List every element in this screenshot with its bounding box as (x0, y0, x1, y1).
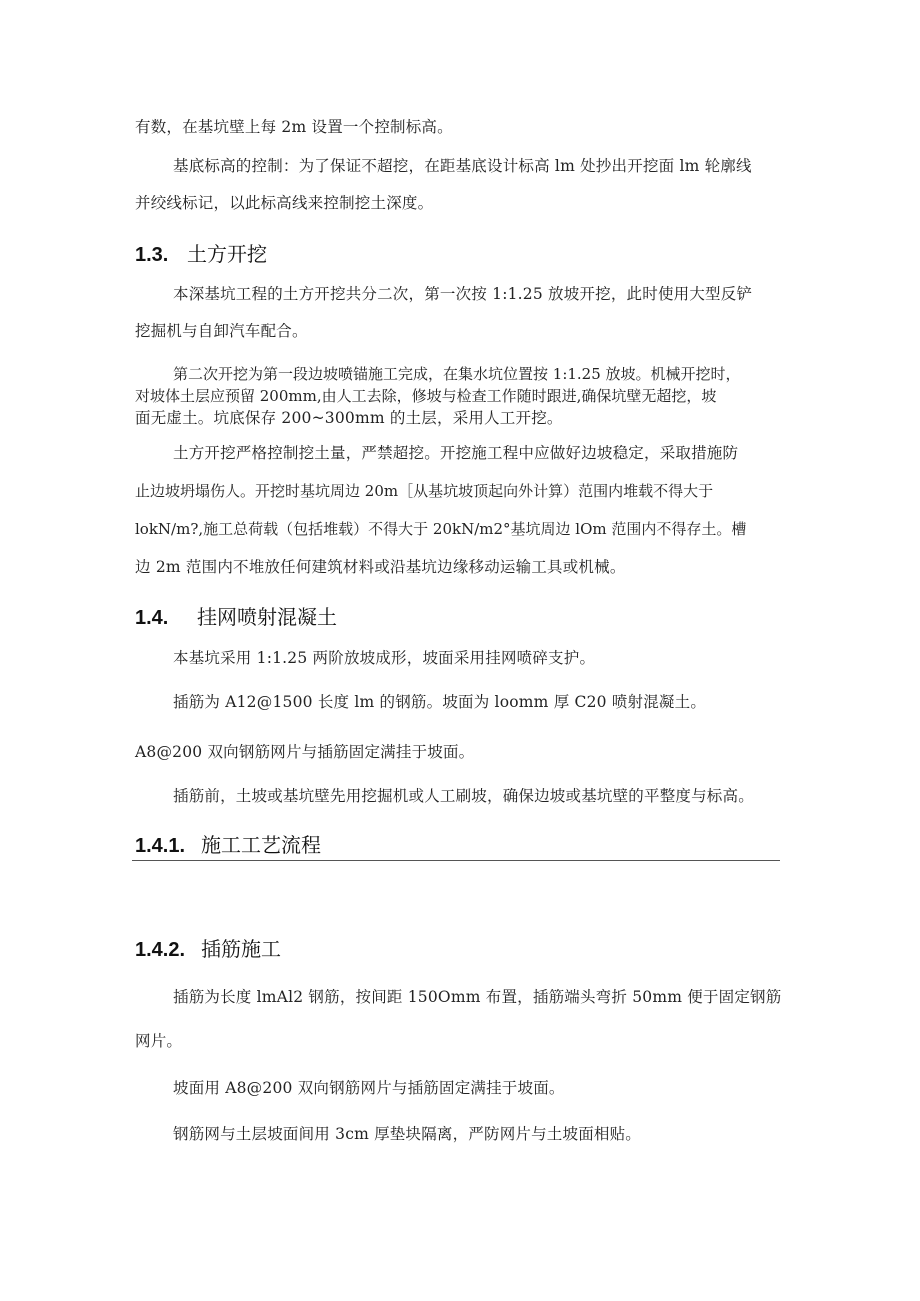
section-heading-1-4 (135, 607, 337, 628)
section-heading-1-3 (135, 244, 267, 265)
paragraph-line: lokN∕m?,施工总荷载（包括堆载）不得大于 20kN∕m2°基坑周边 lOm 范围内不得存土。槽 (135, 520, 747, 538)
section-heading-1-4-1 (135, 835, 321, 856)
paragraph-line: 插筋为 A12@1500 长度 lm 的钢筋。坡面为 loomm 厚 C20 喷射混凝土。 (173, 693, 707, 711)
section-title: 土方开挖 (187, 242, 267, 266)
section-number: 1.4. (135, 607, 169, 629)
section-number: 1.3. (135, 244, 169, 266)
paragraph-line: 本深基坑工程的土方开挖共分二次，第一次按 1:1.25 放坡开挖，此时使用大型反铲 (173, 285, 753, 303)
section-number: 1.4.2. (135, 939, 186, 961)
paragraph-line: 基底标高的控制：为了保证不超挖，在距基底设计标高 lm 处抄出开挖面 lm 轮廓线 (173, 157, 752, 175)
paragraph-line: 第二次开挖为第一段边坡喷锚施工完成，在集水坑位置按 1:1.25 放坡。机械开挖时， (173, 365, 741, 383)
heading-underline (132, 860, 780, 861)
paragraph-line: 面无虚土。坑底保存 200~300mm 的土层，采用人工开挖。 (135, 409, 563, 427)
paragraph-line: 并绞线标记，以此标高线来控制挖土深度。 (135, 194, 434, 212)
paragraph-line: 插筋为长度 lmAl2 钢筋，按间距 150Omm 布置，插筋端头弯折 50mm 便于固定钢筋 (173, 988, 782, 1006)
paragraph-line: 有数，在基坑壁上每 2m 设置一个控制标高。 (135, 118, 453, 136)
paragraph-line: 止边坡坍塌伤人。开挖时基坑周边 20m［从基坑坡顶起向外计算）范围内堆载不得大于 (135, 482, 714, 500)
paragraph-line: 对坡体土层应预留 200mm,由人工去除，修坡与检查工作随时跟进,确保坑壁无超挖，坡 (135, 387, 717, 405)
paragraph-line: 挖掘机与自卸汽车配合。 (135, 322, 308, 340)
paragraph-line: 插筋前，土坡或基坑壁先用挖掘机或人工刷坡，确保边坡或基坑壁的平整度与标高。 (173, 787, 754, 805)
paragraph-line: A8@200 双向钢筋网片与插筋固定满挂于坡面。 (135, 743, 475, 761)
paragraph-line: 网片。 (135, 1032, 183, 1050)
paragraph-line: 边 2m 范围内不堆放任何建筑材料或沿基坑边缘移动运输工具或机械。 (135, 558, 626, 576)
paragraph-line: 钢筋网与土层坡面间用 3cm 厚垫块隔离，严防网片与土坡面相贴。 (173, 1125, 641, 1143)
paragraph-line: 土方开挖严格控制挖土量，严禁超挖。开挖施工程中应做好边坡稳定，采取措施防 (173, 444, 739, 462)
paragraph-line: 坡面用 A8@200 双向钢筋网片与插筋固定满挂于坡面。 (173, 1079, 565, 1097)
section-title: 插筋施工 (201, 937, 281, 961)
section-title: 施工工艺流程 (201, 833, 321, 857)
section-number: 1.4.1. (135, 835, 186, 857)
section-heading-1-4-2 (135, 939, 281, 960)
section-title: 挂网喷射混凝土 (197, 605, 337, 629)
paragraph-line: 本基坑采用 1:1.25 两阶放坡成形，坡面采用挂网喷碎支护。 (173, 649, 596, 667)
